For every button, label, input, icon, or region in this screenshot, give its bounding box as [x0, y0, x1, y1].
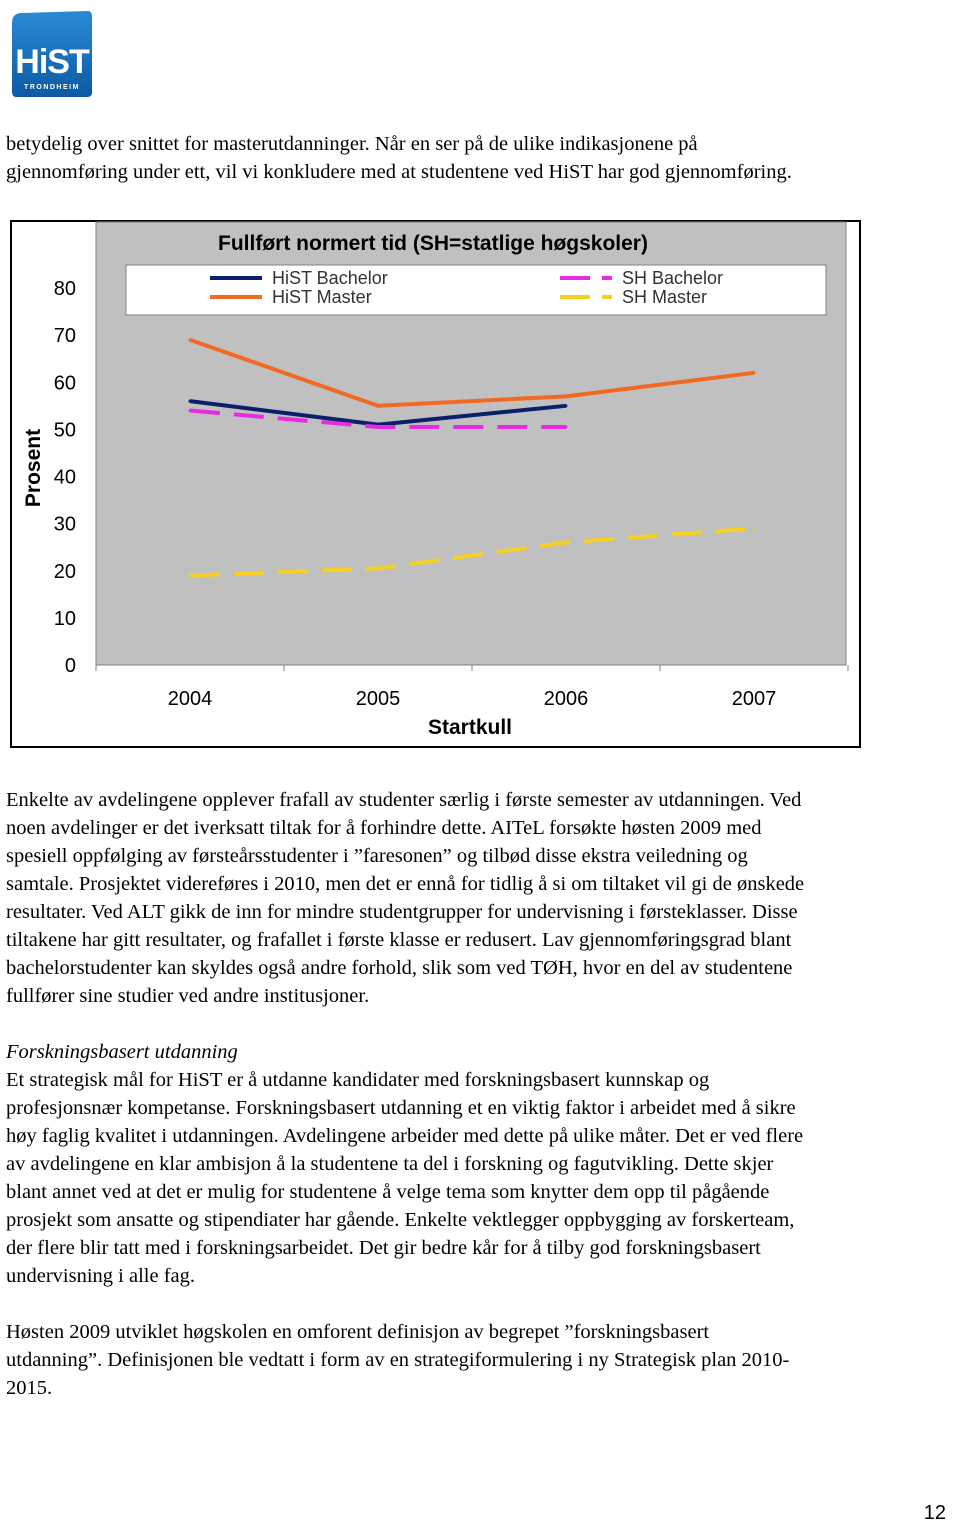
- series-point-3: [189, 574, 192, 577]
- y-tick-label: 80: [53, 278, 76, 300]
- series-point-2: [565, 426, 568, 429]
- text-line: profesjonsnær kompetanse. Forskningsbasert utdanning et en viktig faktor i arbeidet med å sikre: [6, 1097, 796, 1119]
- x-axis-title: Startkull: [427, 716, 513, 739]
- section-heading-text: Forskningsbasert utdanning: [6, 1041, 238, 1063]
- text-line: blant annet ved at det er mulig for studentene å velge tema som knytter dem opp til pågående: [6, 1181, 770, 1203]
- logo-subtitle: TRONDHEIM: [24, 84, 80, 91]
- paragraph-research: [6, 1066, 954, 1290]
- series-point-0: [565, 404, 568, 407]
- text-line: tiltakene har gitt resultater, og frafallet i første klasse er redusert. Lav gjennomføringsgrad blant: [6, 929, 792, 951]
- series-point-1: [565, 395, 568, 398]
- text-line: der flere blir tatt med i forskningsarbeidet. Det gir bedre kår for å tilby god forskningsbasert: [6, 1237, 761, 1259]
- text-line: Høsten 2009 utviklet høgskolen en omforent definisjon av begrepet ”forskningsbasert: [6, 1321, 710, 1343]
- paragraph-definition: [6, 1318, 954, 1402]
- y-tick-label: 20: [53, 560, 76, 583]
- section-heading: [6, 1038, 954, 1066]
- series-point-3: [753, 527, 756, 530]
- text-line: fullfører sine studier ved andre institusjoner.: [6, 985, 370, 1007]
- text-line: høy faglig kvalitet i utdanningen. Avdelingene arbeider med dette på ulike måter. Det er ved flere: [6, 1125, 804, 1147]
- text-line: Et strategisk mål for HiST er å utdanne kandidater med forskningsbasert kunnskap og: [6, 1069, 710, 1091]
- text-line: resultater. Ved ALT gikk de inn for mindre studentgrupper for undervisning i førsteklasser. Disse: [6, 901, 798, 923]
- y-tick-label: 0: [64, 655, 76, 677]
- y-axis-title: Prosent: [22, 428, 45, 508]
- legend-label-2: SH Bachelor: [622, 268, 724, 288]
- y-tick-label: 30: [53, 513, 76, 536]
- x-tick-label: 2007: [731, 688, 777, 710]
- y-tick-label: 40: [53, 466, 76, 489]
- y-tick-label: 10: [53, 607, 76, 630]
- completion-chart: [0, 210, 960, 770]
- text-line: gjennomføring under ett, vil vi konkludere med at studentene ved HiST har god gjennomføring.: [6, 161, 792, 183]
- series-point-3: [565, 541, 568, 544]
- y-tick-label: 50: [53, 419, 76, 442]
- series-point-1: [377, 404, 380, 407]
- text-line: spesiell oppfølging av førsteårsstudenter i ”faresonen” og tilbød disse ekstra veiledning og: [6, 845, 748, 867]
- x-tick-label: 2006: [543, 688, 589, 710]
- series-point-1: [189, 338, 192, 341]
- chart-title: Fullført normert tid (SH=statlige høgskoler): [218, 232, 648, 255]
- hist-logo: [6, 9, 94, 97]
- paragraph-dropout: [6, 786, 954, 1010]
- series-point-2: [377, 426, 380, 429]
- y-tick-label: 60: [53, 372, 76, 395]
- text-line: bachelorstudenter kan skyldes også andre forhold, slik som ved TØH, hvor en del av studentene: [6, 957, 793, 979]
- text-line: Enkelte av avdelingene opplever frafall av studenter særlig i første semester av utdanningen. Ved: [6, 789, 802, 811]
- text-line: utdanning”. Definisjonen ble vedtatt i form av en strategiformulering i ny Strategisk plan 2010-: [6, 1349, 790, 1371]
- text-line: prosjekt som ansatte og stipendiater har gående. Enkelte vektlegger oppbygging av forskerteam,: [6, 1209, 795, 1231]
- logo-wordmark: HiST: [15, 43, 89, 81]
- series-point-2: [189, 409, 192, 412]
- x-tick-label: 2004: [167, 688, 213, 710]
- text-line: samtale. Prosjektet videreføres i 2010, men det er ennå for tidlig å si om tiltaket vil gi de ønskede: [6, 873, 805, 895]
- legend-label-1: HiST Master: [272, 287, 372, 307]
- series-point-1: [753, 371, 756, 374]
- x-tick-label: 2005: [355, 688, 401, 710]
- page-number: 12: [923, 1502, 946, 1524]
- text-line: undervisning i alle fag.: [6, 1265, 196, 1287]
- text-line: noen avdelinger er det iverksatt tiltak for å forhindre dette. AITeL forsøkte høsten 2009 med: [6, 817, 762, 839]
- series-point-0: [189, 400, 192, 403]
- text-line: betydelig over snittet for masterutdanninger. Når en ser på de ulike indikasjonene på: [6, 133, 698, 155]
- text-line: av avdelingene en klar ambisjon å la studentene ta del i forskning og fagutvikling. Dette skjer: [6, 1153, 774, 1175]
- intro-paragraph: [6, 130, 954, 186]
- legend-label-3: SH Master: [622, 287, 708, 307]
- legend-label-0: HiST Bachelor: [272, 268, 388, 288]
- hist-logo-graphic: [6, 9, 94, 97]
- series-point-3: [377, 567, 380, 570]
- text-line: 2015.: [6, 1377, 53, 1399]
- y-tick-label: 70: [53, 325, 76, 348]
